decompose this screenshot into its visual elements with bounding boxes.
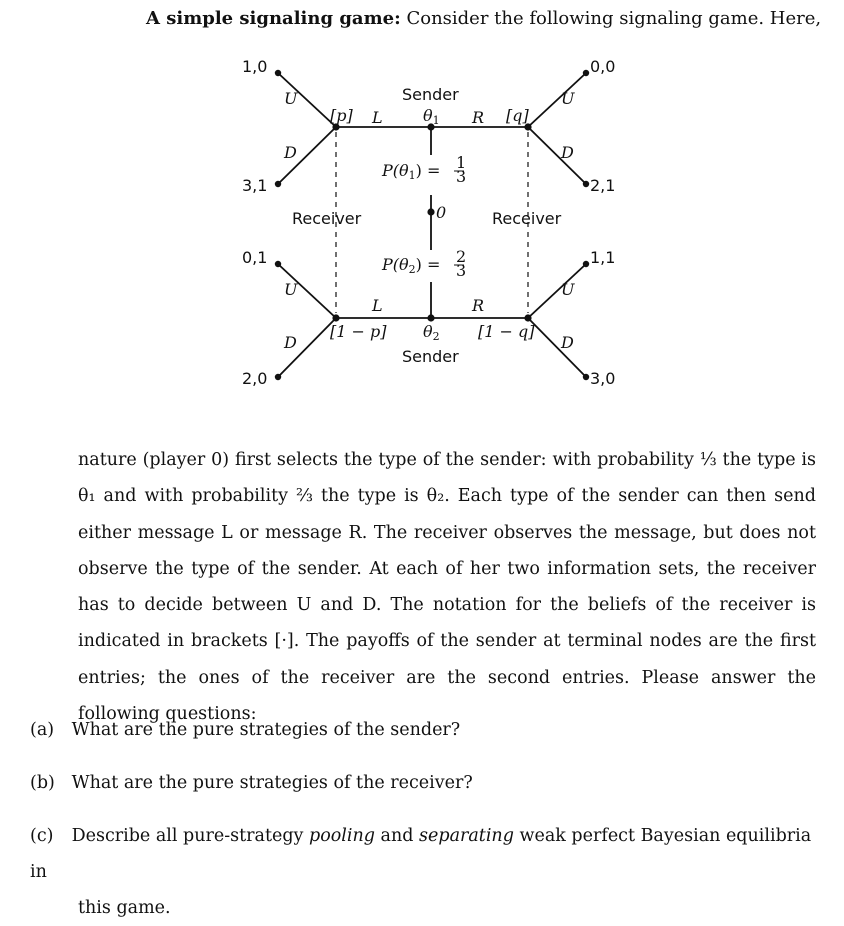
question-a xyxy=(30,712,820,748)
question-c-label: (c) xyxy=(30,826,54,846)
terminal-tr-u xyxy=(583,70,589,76)
sender-label-top: Sender xyxy=(402,85,459,104)
edge-br-u xyxy=(528,264,586,318)
problem-description: nature (player 0) first selects the type of the sender: with probability ⅓ the type is θ₁ and with probability ⅔ the type is θ₂. Each type of the sender can then send either message L or message R. The receiver observes the message, but does not observe the type of the sender. At each of her two information sets, the receiver has to decide between U and D. The notation for the beliefs of the receiver is indicated in brackets [·]. The payoffs of the sender at terminal nodes are the first entries; the ones of the receiver are the second entries. Please answer the following questions: xyxy=(78,450,816,725)
belief-one-minus-q: [1 − q] xyxy=(478,322,535,341)
action-u-tl: U xyxy=(284,89,298,108)
action-u-br: U xyxy=(561,280,575,299)
question-c: (c) Describe all pure-strategy pooling and separating weak perfect Bayesian equilibria in this game. xyxy=(30,818,820,926)
title-rest: Consider the following signaling game. Here, xyxy=(406,8,822,29)
payoff-bl-u: 0,1 xyxy=(242,248,268,267)
question-b-label: (b) xyxy=(30,773,55,793)
action-d-bl: D xyxy=(284,333,297,352)
action-u-tr: U xyxy=(561,89,575,108)
node-sender-l2 xyxy=(332,314,339,321)
belief-q: [q] xyxy=(506,106,529,125)
prob2-numerator: 2 xyxy=(456,247,467,266)
edge-br-d xyxy=(528,318,586,377)
payoff-tl-u: 1,0 xyxy=(242,57,268,76)
message-r-bottom: R xyxy=(472,296,485,315)
message-l-top: L xyxy=(372,108,383,127)
terminal-tl-d xyxy=(275,181,281,187)
payoff-tr-d: 2,1 xyxy=(590,176,616,195)
edge-tr-d xyxy=(528,127,586,184)
prob1-numerator: 1 xyxy=(456,153,467,172)
terminal-bl-u xyxy=(275,261,281,267)
prob1-denominator: 3 xyxy=(456,167,467,186)
title-bold: A simple signaling game: xyxy=(146,8,401,29)
payoff-br-d: 3,0 xyxy=(590,369,616,388)
question-b-text: What are the pure strategies of the receiver? xyxy=(71,773,473,793)
action-d-tr: D xyxy=(561,143,574,162)
probability-theta1 xyxy=(381,153,466,186)
action-d-br: D xyxy=(561,333,574,352)
game-tree-diagram xyxy=(0,0,844,420)
prob2-denominator: 3 xyxy=(456,261,467,280)
terminal-bl-d xyxy=(275,374,281,380)
probability-theta2 xyxy=(381,247,466,280)
edge-tr-u xyxy=(528,73,586,127)
terminal-tl-u xyxy=(275,70,281,76)
receiver-label-left: Receiver xyxy=(292,209,362,228)
terminal-tr-d xyxy=(583,181,589,187)
payoff-bl-d: 2,0 xyxy=(242,369,268,388)
action-d-tl: D xyxy=(284,143,297,162)
svg-text:P(θ1) =: P(θ1) = xyxy=(382,161,441,182)
node-sender-r2 xyxy=(524,314,531,321)
message-l-bottom: L xyxy=(372,296,383,315)
payoff-tl-d: 3,1 xyxy=(242,176,268,195)
belief-p: [p] xyxy=(330,106,353,125)
node-sender-theta2 xyxy=(427,314,434,321)
theta1-label: θ1 xyxy=(423,106,440,127)
payoff-tr-u: 0,0 xyxy=(590,57,616,76)
node-nature xyxy=(427,208,434,215)
pooling-term: pooling xyxy=(309,826,375,846)
question-a-text: What are the pure strategies of the sender? xyxy=(71,720,461,740)
theta2-label: θ2 xyxy=(423,322,440,343)
separating-term: separating xyxy=(419,826,514,846)
svg-text:P(θ2) =: P(θ2) = xyxy=(382,255,441,276)
action-u-bl: U xyxy=(284,280,298,299)
payoff-br-u: 1,1 xyxy=(590,248,616,267)
sender-label-bottom: Sender xyxy=(402,347,459,366)
question-b xyxy=(30,765,820,801)
message-r-top: R xyxy=(472,108,485,127)
receiver-label-right: Receiver xyxy=(492,209,562,228)
terminal-br-u xyxy=(583,261,589,267)
terminal-br-d xyxy=(583,374,589,380)
question-a-label: (a) xyxy=(30,720,55,740)
nature-label: 0 xyxy=(436,203,447,222)
belief-one-minus-p: [1 − p] xyxy=(330,322,387,341)
